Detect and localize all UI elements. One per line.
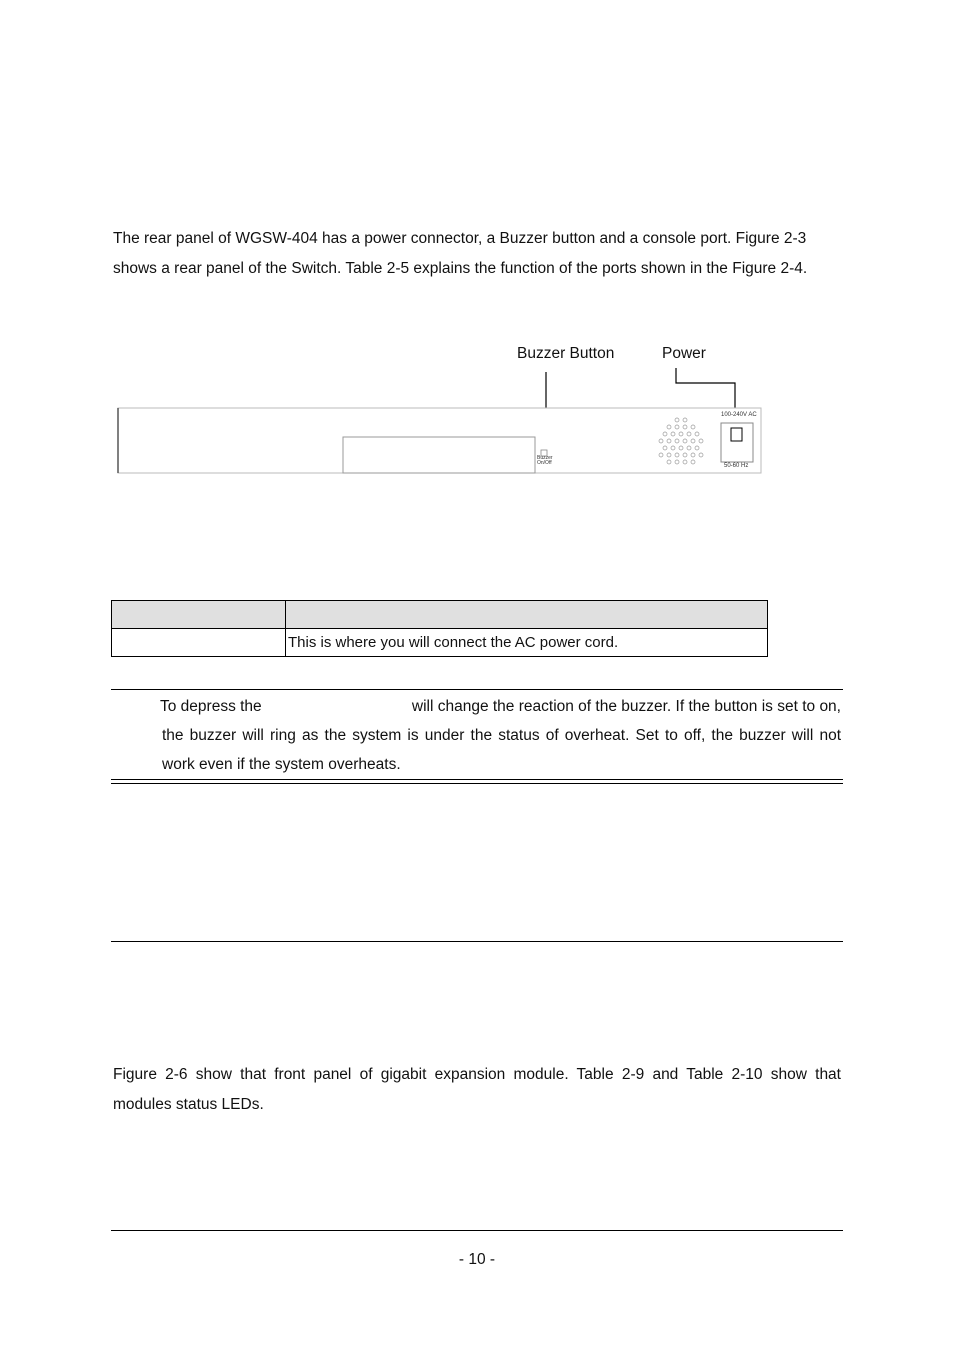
port-description-table (111, 600, 768, 657)
panel-power-text-bottom: 50-60 Hz (724, 463, 749, 469)
table-cell (112, 629, 286, 657)
note-bottom-rule-double (111, 783, 843, 784)
panel-buzzer-text-1: Buzzer (537, 455, 553, 461)
power-label: Power (662, 345, 706, 362)
note-line-2-text: the buzzer will ring as the system is under the status of overheat. Set to off, the buzzer will not (162, 727, 841, 744)
table-header-cell (112, 601, 286, 629)
panel-power-text-top: 100-240V AC (721, 412, 757, 418)
note-line-1-end: will change the reaction of the buzzer. If the button is set to on, (411, 698, 841, 715)
rear-panel-figure (0, 0, 954, 500)
footer-rule (111, 1230, 843, 1231)
note-line-1-start: To depress the (160, 698, 262, 715)
console-port-slot (343, 437, 535, 473)
table-cell: This is where you will connect the AC power cord. (286, 629, 768, 657)
intro-line-2: shows a rear panel of the Switch. Table 2-5 explains the function of the ports shown in the Figure 2-4. (113, 260, 808, 277)
page-number: - 10 - (458, 1251, 496, 1268)
expansion-line-2: modules status LEDs. (113, 1096, 264, 1113)
panel-buzzer-text (537, 456, 553, 466)
note-line-3: work even if the system overheats. (162, 756, 401, 773)
section-divider (111, 941, 843, 942)
note-line-2 (162, 726, 841, 746)
expansion-paragraph (113, 1060, 841, 1120)
table-row (112, 629, 768, 657)
table-header-cell (286, 601, 768, 629)
intro-line-1: The rear panel of WGSW-404 has a power connector, a Buzzer button and a console port. Figure 2-3 (113, 230, 807, 247)
expansion-line-1: Figure 2-6 show that front panel of gigabit expansion module. Table 2-9 and Table 2-10 show that (113, 1066, 841, 1083)
note-bottom-rule (111, 779, 843, 780)
panel-buzzer-text-2: On/Off (537, 460, 552, 466)
table-header-row (112, 601, 768, 629)
buzzer-button-label: Buzzer Button (517, 345, 615, 362)
